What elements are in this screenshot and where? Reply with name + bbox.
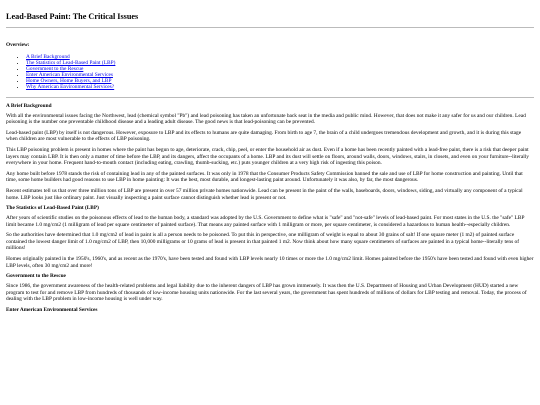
section-heading-background: A Brief Background (6, 102, 52, 109)
page-title: Lead-Based Paint: The Critical Issues (6, 12, 139, 21)
paragraph: Since 1986, the government awareness of the health-related problems and legal liability due to the inherent dangers of LBP has grown immensely. It was then the U.S. Department of Housing and Urban Development (HUD) started a new program to test for and remove LBP from hundreds of thousands of low-income housing units nationwide. For the last several years, the government has spent hundreds of millions of dollars for LBP testing and removal. Today, the process of dealing with the LBP problem in low-income housing is well under way. (6, 283, 527, 303)
section-heading-government: Government to the Rescue (6, 273, 66, 280)
paragraph: Lead-based paint (LBP) by itself is not dangerous. However, exposure to LBP and its effects to humans are quite damaging. From birth to age 7, the brain of a child undergoes tremendous development and growth, and it is during this stage when children are most vulnerable to the effects of LBP poisoning. (6, 129, 522, 143)
section-heading-statistics: The Statistics of Lead-Based Paint (LBP) (6, 205, 99, 212)
toc-item (26, 84, 534, 90)
paragraph: Any home built before 1978 stands the risk of containing lead in any of the painted surfaces. It was only in 1978 that the Consumer Products Safety Commission banned the sale and use of LBP for home construction and painting. Until that time, some home builders had good reasons to use LBP in home painting: It was the best, most durable, and longest-lasting paint around. Unfortunately it was also, by far, the most dangerous. (6, 170, 523, 184)
section-heading-enter-aes: Enter American Environmental Services (6, 307, 98, 314)
overview-divider (6, 97, 534, 98)
toc-link-home-owners[interactable]: Home Owners, Home Buyers, and LBP (26, 78, 112, 85)
toc-link-background[interactable]: A Brief Background (26, 54, 70, 60)
paragraph: Homes originally painted in the 1950's, 1960's, and as recent as the 1970's, have been tested and found with LBP levels nearly 10 times or more the 1.0 mg/cm2 limit. Homes painted before the 1950's have been tested and found with even higher LBP levels, often 30 mg/cm2 and more! (6, 256, 534, 269)
toc-link-enter-aes[interactable]: Enter American Environmental Services (26, 72, 113, 79)
toc-list (6, 54, 534, 91)
title-divider (6, 27, 534, 28)
toc-link-why-aes[interactable]: Why American Environmental Services? (26, 84, 115, 91)
paragraph: This LBP poisoning problem is present in homes where the paint has begun to age, deteriorate, crack, chip, peel, or enter the household air as dust. Even if a home has been recently painted with a lead-free paint, there is a risk that deeper paint layers may contain LBP. It is then only a matter of time before the LBP, and its dangers, affect the occupants of a home. LBP and its dust will settle on floors, around walls, doors, windows, stairs, in closets, and even on your furniture--literally everywhere in your home. Frequent hand-to-mouth contact (including eating, crawling, thumb-sucking, etc.) puts younger children at a very high risk of ingesting this poison. (6, 146, 529, 167)
toc-link-government[interactable]: Government to the Rescue (26, 66, 84, 73)
paragraph: So the authorities have determined that 1.0 mg/cm2 of lead in paint is all a person needs to be poisoned. To put this in perspective, one milligram of weight is equal to about 30 grains of salt! If one square meter (1 m2) of painted surface contained the lowest danger limit of 1.0 mg/cm2 of LBP, then 10,000 milligrams or 10 grams of lead is present in that painted 1 m2. Now think about how many square centimeters of surfaces are painted in a typical home--literally tens of millions! (6, 232, 520, 252)
overview-heading: Overview: (6, 42, 30, 48)
paragraph: After years of scientific studies on the poisonous effects of lead to the human body, a standard was adopted by the U.S. Government to define what is "safe" and "not-safe" levels of lead-based paint. For most states in the U.S. the "safe" LBP limit became 1.0 mg/cm2 (1 milligram of lead per square centimeter of painted surface). That means any painted surface with 1 milligram or more, per square centimeter, is considered a hazardous to human health--especially children. (6, 215, 525, 228)
paragraph: With all the environmental issues facing the Northwest, lead (chemical symbol "Pb") and lead poisoning has taken an unfortunate back seat in the media and public mind. However, that does not make it any safer for us and our children. Lead poisoning is the number one preventable childhood disease and a leading adult disease. The good news is that lead-poisoning can be prevented. (6, 112, 526, 126)
toc-link-statistics[interactable]: The Statistics of Lead-Based Paint (LBP) (26, 60, 116, 67)
paragraph: Recent estimates tell us that over three million tons of LBP are present in over 57 million private homes nationwide. Lead can be present in the paint of the walls, baseboards, doors, windows, siding, and virtually any component of a typical home. LBP looks just like ordinary paint. Just visually inspecting a paint surface cannot distinguish whether lead is present or not. (6, 187, 523, 201)
